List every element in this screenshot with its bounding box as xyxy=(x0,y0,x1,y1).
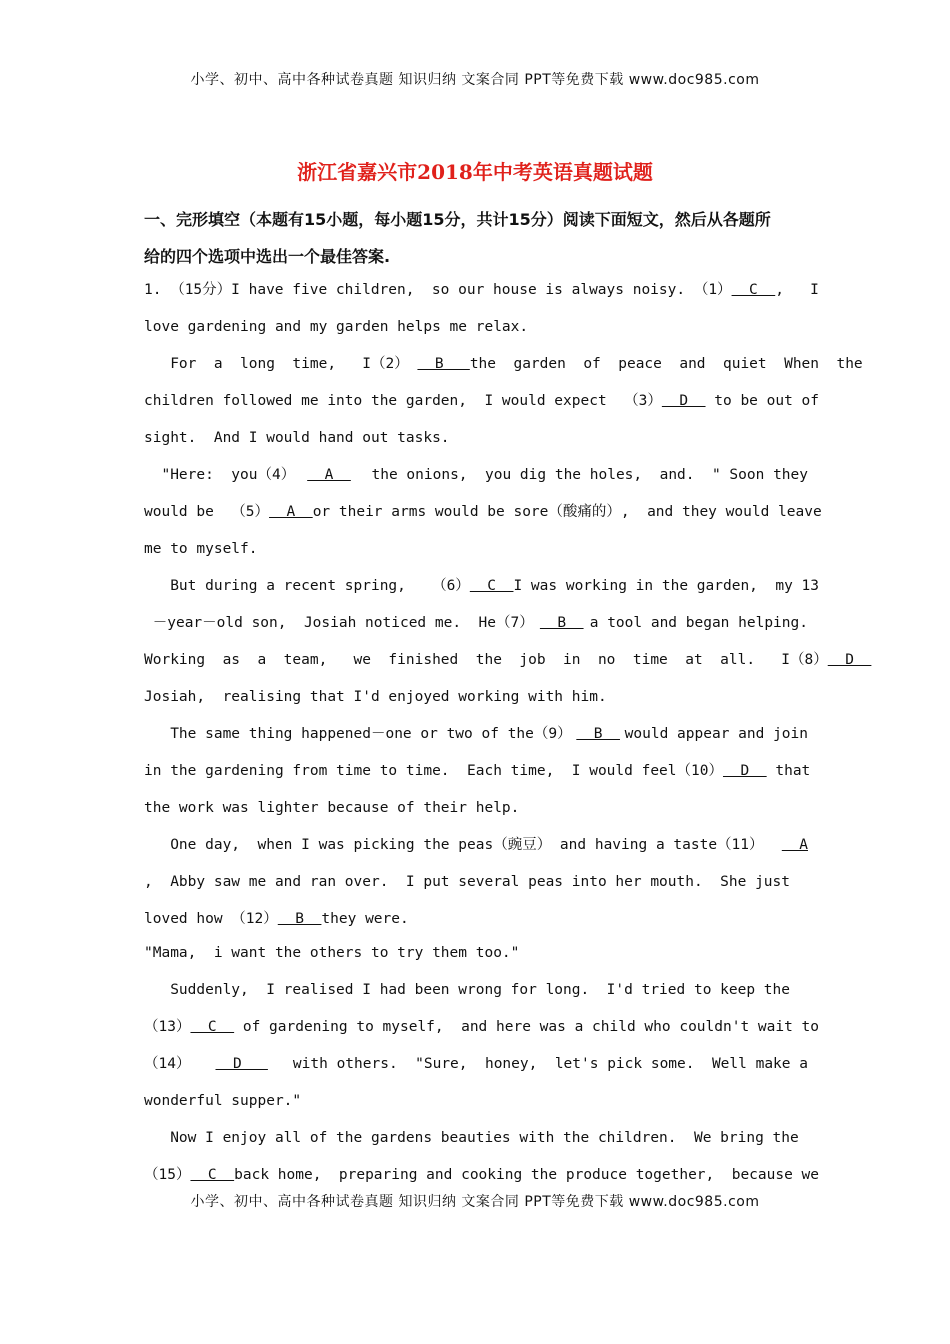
answer-blank: A xyxy=(307,467,351,483)
passage-text: （15） xyxy=(144,1167,191,1183)
passage-text: a tool and began helping. xyxy=(589,615,808,631)
passage-line xyxy=(144,1046,808,1083)
passage-text: 1. （15分）I have five children, so our house is always noisy. （1） xyxy=(144,282,732,298)
passage-line xyxy=(144,901,808,938)
passage-text: The same thing happened－one or two of the（9） xyxy=(144,726,572,742)
passage-line xyxy=(144,935,808,972)
passage-text: in the gardening from time to time. Each time, I would feel（10） xyxy=(144,763,723,779)
passage-line xyxy=(144,1120,808,1157)
passage-line xyxy=(144,972,808,1009)
passage-line xyxy=(144,309,808,346)
passage-text: Josiah, realising that I'd enjoyed working with him. xyxy=(144,689,607,705)
passage-line xyxy=(144,420,808,457)
passage-line xyxy=(144,753,811,790)
passage-text: Working as a team, we finished the job in no time at all. I（8） xyxy=(144,652,828,668)
answer-blank: B xyxy=(539,615,584,631)
section-heading-line-1: 一、完形填空（本题有15小题，每小题15分，共计15分）阅读下面短文，然后从各题所 xyxy=(144,210,771,229)
passage-line xyxy=(144,1083,808,1120)
passage-line xyxy=(144,864,808,901)
answer-blank: B xyxy=(417,356,470,372)
passage-text: wonderful supper." xyxy=(144,1093,302,1109)
passage-text: to be out of xyxy=(705,393,820,409)
passage-text: sight. And I would hand out tasks. xyxy=(144,430,450,446)
page-footer: 小学、初中、高中各种试卷真题 知识归纳 文案合同 PPT等免费下载 www.doc985.com xyxy=(190,1194,760,1210)
answer-blank: A xyxy=(781,837,808,853)
answer-blank: A xyxy=(269,504,313,520)
passage-line xyxy=(144,1009,820,1046)
passage-text: that xyxy=(766,763,811,779)
passage-text: back home, preparing and cooking the produce together, because we xyxy=(234,1167,820,1183)
passage-line xyxy=(144,642,872,679)
passage-text: （13） xyxy=(144,1019,191,1035)
answer-blank: C xyxy=(190,1019,235,1035)
section-heading xyxy=(144,201,808,275)
passage-text: children followed me into the garden, I would expect （3） xyxy=(144,393,662,409)
passage-line xyxy=(144,1157,820,1194)
passage-text: Now I enjoy all of the gardens beauties with the children. We bring the xyxy=(144,1130,799,1146)
passage-text: Suddenly, I realised I had been wrong for long. I'd tried to keep the xyxy=(144,982,791,998)
passage-text: the onions, you dig the holes, and. " Soon they xyxy=(362,467,808,483)
answer-blank: C xyxy=(469,578,514,594)
passage-text: （14） xyxy=(144,1056,191,1072)
passage-text: the garden of peace and quiet When the xyxy=(469,356,863,372)
answer-blank: B xyxy=(576,726,620,742)
passage-text: with others. "Sure, honey, let's pick some. Well make a xyxy=(292,1056,808,1072)
answer-blank: B xyxy=(277,911,322,927)
passage-text: of gardening to myself, and here was a child who couldn't wait to xyxy=(234,1019,820,1035)
passage-text: One day, when I was picking the peas（豌豆） and having a taste（11） xyxy=(144,837,764,853)
cloze-passage xyxy=(144,272,872,1194)
passage-line xyxy=(144,346,863,383)
passage-text: would appear and join xyxy=(624,726,808,742)
passage-line xyxy=(144,716,808,753)
passage-text: But during a recent spring, （6） xyxy=(144,578,470,594)
passage-text: I was working in the garden, my 13 xyxy=(513,578,820,594)
passage-text: or their arms would be sore（酸痛的）, and they would leave xyxy=(312,504,822,520)
passage-line xyxy=(144,679,808,716)
answer-blank: D xyxy=(827,652,872,668)
answer-blank: C xyxy=(190,1167,235,1183)
passage-text: love gardening and my garden helps me relax. xyxy=(144,319,529,335)
passage-line xyxy=(144,790,808,827)
passage-text: loved how （12） xyxy=(144,911,278,927)
section-heading-line-2: 给的四个选项中选出一个最佳答案. xyxy=(144,247,391,266)
passage-text: , I xyxy=(775,282,819,298)
page-title: 浙江省嘉兴市2018年中考英语真题试题 xyxy=(297,160,653,184)
passage-line xyxy=(144,568,820,605)
passage-text: "Mama, i want the others to try them too." xyxy=(144,945,520,961)
page-header: 小学、初中、高中各种试卷真题 知识归纳 文案合同 PPT等免费下载 www.doc985.com xyxy=(190,72,760,88)
passage-line xyxy=(144,531,808,568)
passage-text: me to myself. xyxy=(144,541,258,557)
passage-text: they were. xyxy=(321,911,409,927)
passage-line xyxy=(144,457,808,494)
passage-text: For a long time, I（2） xyxy=(144,356,418,372)
passage-text: "Here: you（4） xyxy=(144,467,296,483)
answer-blank: D xyxy=(661,393,706,409)
answer-blank: C xyxy=(731,282,776,298)
passage-line xyxy=(144,272,819,309)
passage-line xyxy=(144,494,822,531)
passage-text: the work was lighter because of their help. xyxy=(144,800,520,816)
passage-text: －year－old son, Josiah noticed me. He（7） xyxy=(144,615,534,631)
answer-blank: D xyxy=(722,763,767,779)
passage-line xyxy=(144,383,820,420)
passage-text: would be （5） xyxy=(144,504,270,520)
passage-text: , Abby saw me and ran over. I put several peas into her mouth. She just xyxy=(144,874,791,890)
answer-blank: D xyxy=(215,1056,268,1072)
passage-line xyxy=(144,827,808,864)
passage-line xyxy=(144,605,808,642)
